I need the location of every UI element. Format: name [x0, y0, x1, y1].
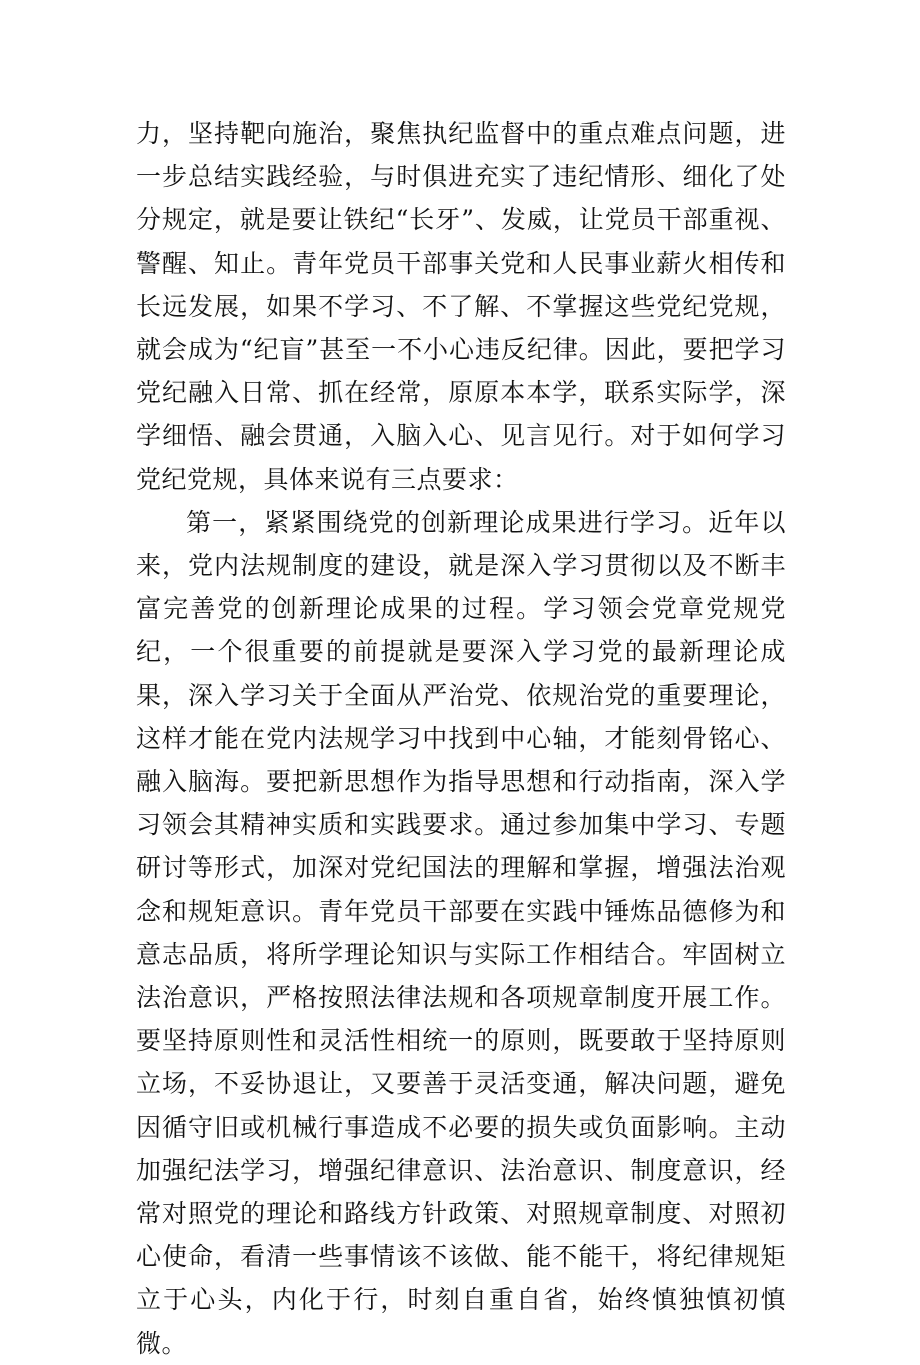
paragraph-first-requirement: 第一，紧紧围绕党的创新理论成果进行学习。近年以来，党内法规制度的建设，就是深入学习贯彻以及不断丰富完善党的创新理论成果的过程。学习领会党章党规党纪，一个很重要的前提就是要深入学习党的最新理论成果，深入学习关于全面从严治党、依规治党的重要理论，这样才能在党内法规学习中找到中心轴，才能刻骨铭心、融入脑海。要把新思想作为指导思想和行动指南，深入学习领会其精神实质和实践要求。通过参加集中学习、专题研讨等形式，加深对党纪国法的理解和掌握，增强法治观念和规矩意识。青年党员干部要在实践中锤炼品德修为和意志品质，将所学理论知识与实际工作相结合。牢固树立法治意识，严格按照法律法规和各项规章制度开展工作。要坚持原则性和灵活性相统一的原则，既要敢于坚持原则立场，不妥协退让，又要善于灵活变通，解决问题，避免因循守旧或机械行事造成不必要的损失或负面影响。主动加强纪法学习，增强纪律意识、法治意识、制度意识，经常对照党的理论和路线方针政策、对照规章制度、对照初心使命，看清一些事情该不该做、能不能干，将纪律规矩立于心头，内化于行，时刻自重自省，始终慎独慎初慎微。: [136, 507, 786, 1358]
paragraph-continued: 力，坚持靶向施治，聚焦执纪监督中的重点难点问题，进一步总结实践经验，与时俱进充实了违纪情形、细化了处分规定，就是要让铁纪“长牙”、发威，让党员干部重视、警醒、知止。青年党员干部事关党和人民事业薪火相传和长远发展，如果不学习、不了解、不掌握这些党纪党规，就会成为“纪盲”甚至一不小心违反纪律。因此，要把学习党纪融入日常、抓在经常，原原本本学，联系实际学，深学细悟、融会贯通，入脑入心、见言见行。对于如何学习党纪党规，具体来说有三点要求：: [136, 119, 786, 494]
document-body: [136, 112, 786, 1365]
